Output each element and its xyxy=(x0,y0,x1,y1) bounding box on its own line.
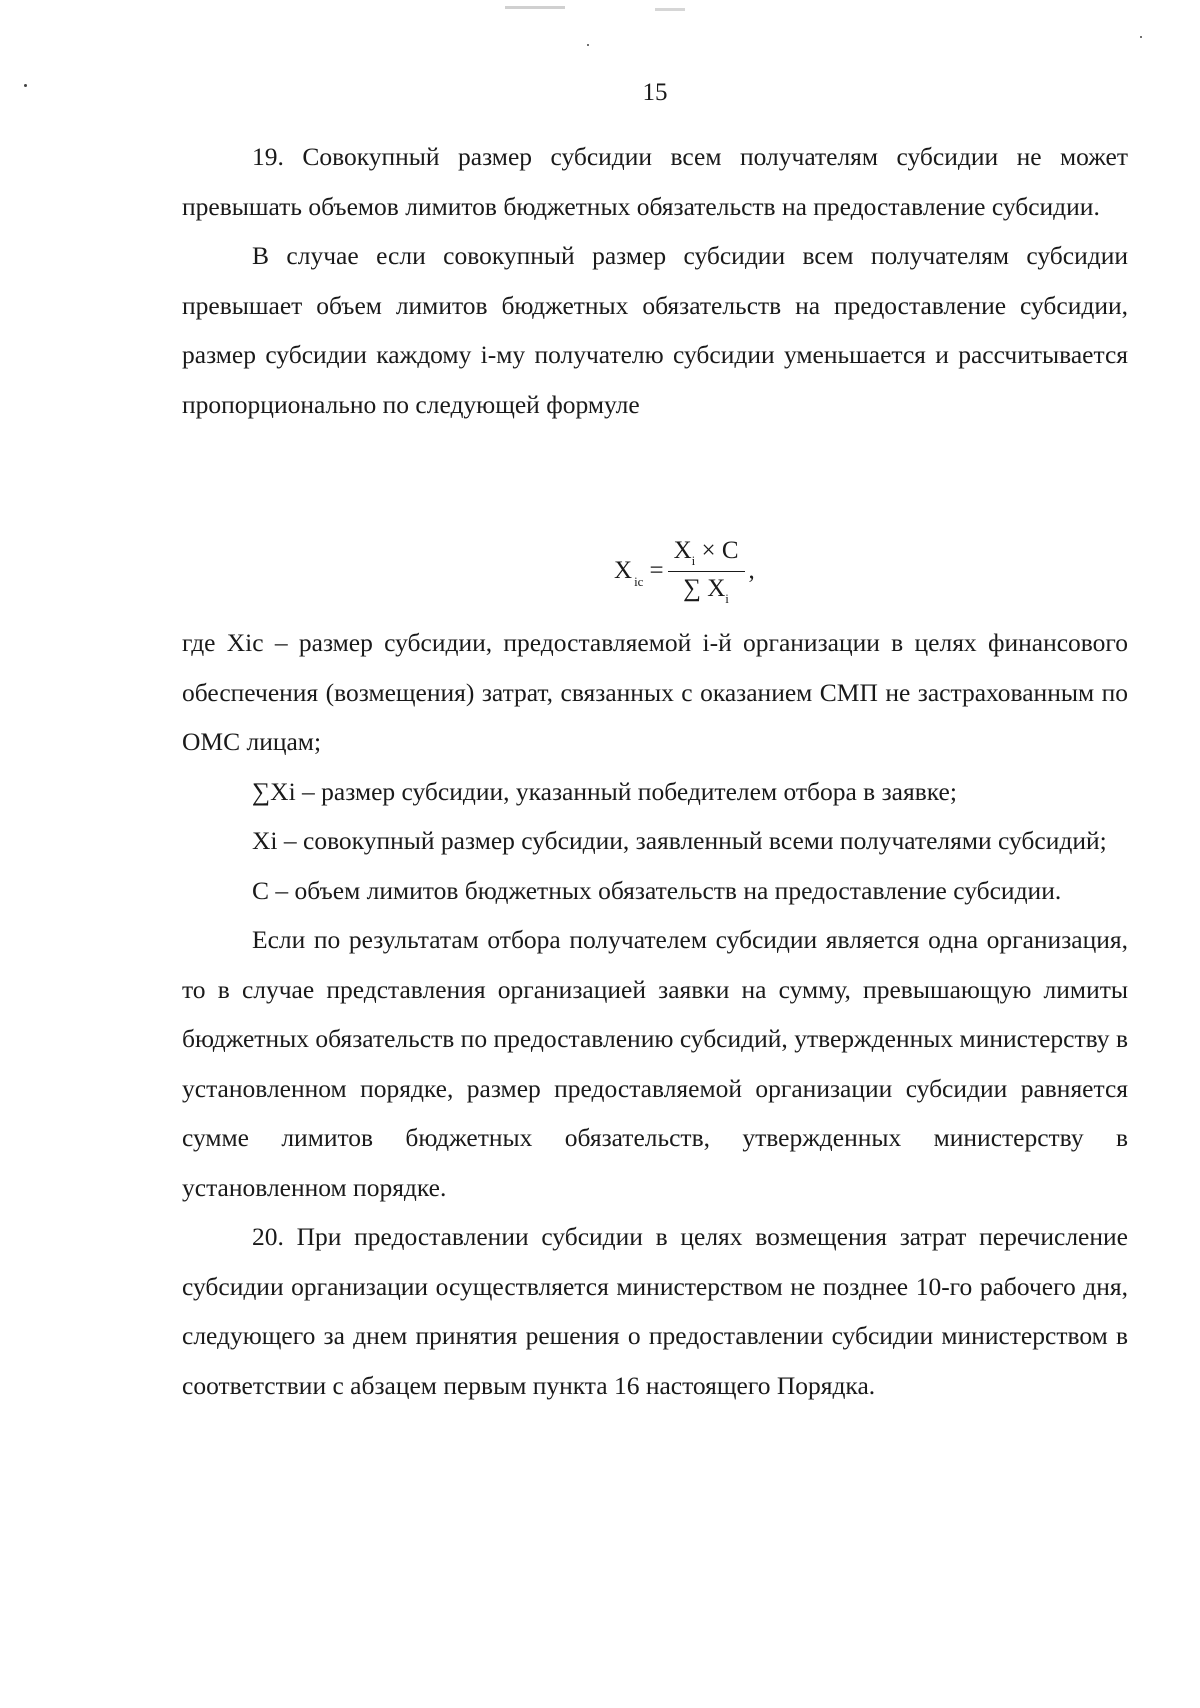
formula-equals: = xyxy=(649,557,664,584)
formula-denominator: ∑ $X_i$ xyxy=(683,574,729,606)
paragraph: где Xic – размер субсидии, предоставляемой i-й организации в целях финансового обеспечения (возмещения) затрат, связанных с оказанием СМП не застрахованным по ОМС лицам; xyxy=(182,628,1128,756)
paragraph: В случае если совокупный размер субсидии всем получателям субсидии превышает объем лимитов бюджетных обязательств на предоставление субсидии, размер субсидии каждому i-му получателю субсидии уменьшается и рассчитывается пропорционально по следующей формуле xyxy=(182,241,1128,419)
paragraph: С – объем лимитов бюджетных обязательств на предоставление субсидии. xyxy=(252,875,1062,905)
paragraph: 20. При предоставлении субсидии в целях возмещения затрат перечисление субсидии организации осуществляется министерством не позднее 10-го рабочего дня, следующего за днем принятия решения о предоставлении субсидии министерством в соответствии с абзацем первым пункта 16 настоящего Порядка. xyxy=(182,1222,1128,1400)
text-block-top xyxy=(182,132,1128,429)
formula-comma: , xyxy=(748,557,755,584)
scan-artifact xyxy=(655,8,685,11)
formula-lhs: X $_{ic}$ xyxy=(614,557,644,589)
paragraph: 19. Совокупный размер субсидии всем получателям субсидии не может превышать объемов лимитов бюджетных обязательств на предоставление субсидии. xyxy=(182,142,1128,221)
page-number: 15 xyxy=(642,79,668,106)
scan-speck xyxy=(1140,36,1142,38)
scan-artifact xyxy=(505,6,565,9)
formula-numerator: $X_i \times C$ xyxy=(668,536,745,572)
formula-fraction xyxy=(668,536,745,607)
scan-speck xyxy=(587,44,589,46)
paragraph: Xi – совокупный размер субсидии, заявленный всеми получателями субсидий; xyxy=(252,826,1107,855)
text-block-bottom xyxy=(182,618,1128,1410)
paragraph: ∑Xi – размер субсидии, указанный победителем отбора в заявке; xyxy=(252,776,957,806)
paragraph: Если по результатам отбора получателем субсидии является одна организация, то в случае представления организацией заявки на сумму, превышающую лимиты бюджетных обязательств по предоставлению субсидий, утвержденных министерству в установленном порядке, размер предоставляемой организации субсидии равняется сумме лимитов бюджетных обязательств, утвержденных министерству в установленном порядке. xyxy=(182,925,1128,1202)
formula xyxy=(614,536,755,606)
